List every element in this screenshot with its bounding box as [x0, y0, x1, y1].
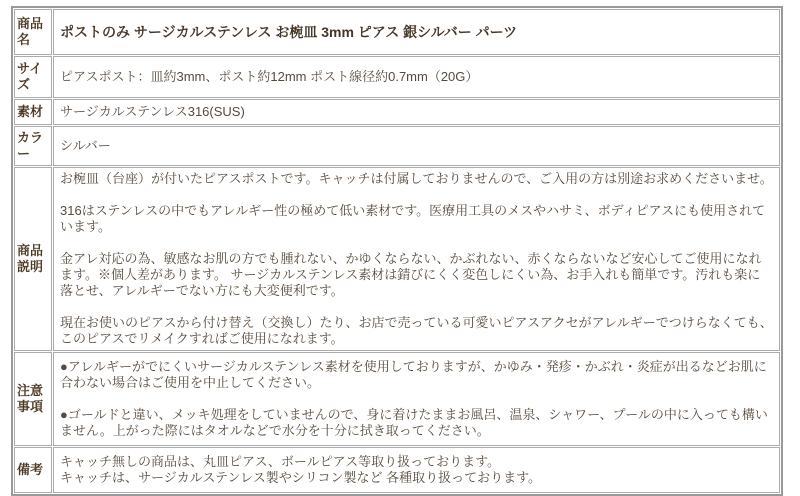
table-row-size: [14, 56, 780, 98]
cautions-cell: [53, 352, 780, 446]
material-cell: サージカルステンレス316(SUS): [53, 99, 780, 125]
caution-paragraph: ●ゴールドと違い、メッキ処理をしていませんので、身に着けたままお風呂、温泉、シャワー、プールの中に入っても構いません。上がった際にはタオルなどで水分を十分に拭き取ってください。: [60, 407, 768, 438]
product-spec-table: [11, 6, 783, 496]
description-paragraph: 316はステンレスの中でもアレルギー性の極めて低い素材です。医療用工具のメスやハサミ、ボディピアスにも使用されています。: [60, 203, 766, 234]
remarks-cell: [53, 447, 780, 493]
row-label-product-name: 商品名: [14, 9, 52, 55]
row-label-size: サイズ: [14, 56, 52, 98]
remark-line: キャッチは、サージカルステンレス製やシリコン製など 各種取り扱っております。: [60, 470, 542, 485]
description-paragraph: お椀皿（台座）が付いたピアスポストです。キャッチは付属しておりませんので、ご入用の方は別途お求めくださいませ。: [60, 171, 773, 186]
table-row-cautions: [14, 352, 780, 446]
table-row-material: [14, 99, 780, 125]
table-row-description: [14, 167, 780, 351]
row-label-remarks: 備考: [14, 447, 52, 493]
description-cell: [53, 167, 780, 351]
table-row-product-name: [14, 9, 780, 55]
row-label-cautions: 注意事項: [14, 352, 52, 446]
description-paragraph: 現在お使いのピアスから付け替え（交換し）たり、お店で売っている可愛いピアスアクセがアレルギーでつけらなくても、このピアスでリメイクすればご使用になれます。: [60, 315, 773, 346]
caution-paragraph: ●アレルギーがでにくいサージカルステンレス素材を使用しておりますが、かゆみ・発疹・かぶれ・炎症が出るなどお肌に合わない場合はご使用を中止してください。: [60, 359, 767, 390]
color-cell: シルバー: [53, 126, 780, 166]
table-row-color: [14, 126, 780, 166]
size-cell: ピアスポスト：皿約3mm、ポスト約12mm ポスト線径約0.7mm（20G）: [53, 56, 780, 98]
row-label-description: 商品説明: [14, 167, 52, 351]
product-name-text: ポストのみ サージカルステンレス お椀皿 3mm ピアス 銀シルバー パーツ: [60, 23, 518, 40]
product-name-cell: [53, 9, 780, 55]
remark-line: キャッチ無しの商品は、丸皿ピアス、ボールピアス等取り扱っております。: [60, 454, 501, 469]
row-label-color: カラー: [14, 126, 52, 166]
description-paragraph: 金アレ対応の為、敏感なお肌の方でも腫れない、かゆくならない、かぶれない、赤くならないなど安心してご使用になれます。※個人差があります。 サージカルステンレス素材は錆びにくく変色しにくい為、お手入れも簡単です。汚れも楽に落とせ、アレルギーでない方にも大変便利です。: [60, 251, 762, 298]
table-row-remarks: [14, 447, 780, 493]
row-label-material: 素材: [14, 99, 52, 125]
